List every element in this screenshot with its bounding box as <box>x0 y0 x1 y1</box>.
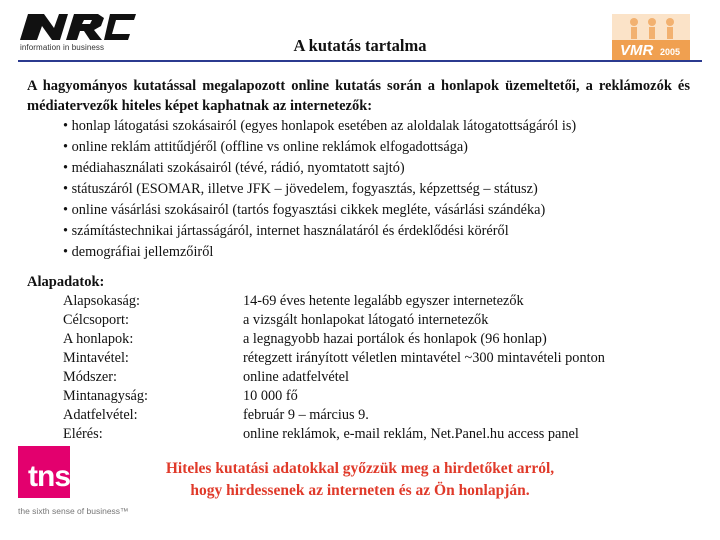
row-key: A honlapok: <box>63 331 134 347</box>
row-value: a vizsgált honlapokat látogató internetezők <box>243 312 489 328</box>
base-data-table <box>63 292 605 444</box>
row-value: 10 000 fő <box>243 388 298 404</box>
bullet-list <box>63 116 576 263</box>
row-key: Adatfelvétel: <box>63 407 138 423</box>
row-key: Módszer: <box>63 369 117 385</box>
row-value: online reklámok, e-mail reklám, Net.Panel.hu access panel <box>243 426 579 442</box>
base-data-heading: Alapadatok: <box>27 274 105 290</box>
list-item: • honlap látogatási szokásairól (egyes honlapok esetében az aloldalak látogatottságáról is) <box>63 116 576 137</box>
list-item: • online reklám attitűdjéről (offline vs online reklámok elfogadottsága) <box>63 137 576 158</box>
row-key: Mintanagyság: <box>63 388 148 404</box>
vmr-text: VMR <box>620 42 654 59</box>
tns-logo-text: tns <box>28 460 70 493</box>
list-item: • számítástechnikai jártasságáról, internet használatáról és érdeklődési köréről <box>63 221 576 242</box>
title-divider <box>18 60 702 62</box>
row-value: online adatfelvétel <box>243 369 349 385</box>
vmr-year: 2005 <box>660 47 681 57</box>
slogan-line-1: Hiteles kutatási adatokkal győzzük meg a hirdetőket arról, <box>165 460 555 477</box>
page-title: A kutatás tartalma <box>293 36 427 55</box>
row-key: Elérés: <box>63 426 103 442</box>
row-value: február 9 – március 9. <box>243 407 369 423</box>
slogan <box>100 458 620 502</box>
list-item: • státuszáról (ESOMAR, illetve JFK – jövedelem, fogyasztás, képzettség – státusz) <box>63 179 576 200</box>
nrc-tagline: information in business <box>20 43 105 52</box>
table-row <box>63 406 605 425</box>
table-row <box>63 368 605 387</box>
table-row <box>63 292 605 311</box>
list-item: • demográfiai jellemzőiről <box>63 242 576 263</box>
table-row <box>63 349 605 368</box>
table-row <box>63 387 605 406</box>
table-row <box>63 425 605 444</box>
tns-tagline: the sixth sense of business™ <box>18 506 129 516</box>
table-row <box>63 311 605 330</box>
intro-paragraph: A hagyományos kutatással megalapozott online kutatás során a honlapok üzemeltetői, a reklámozók és médiatervezők hiteles képet kaphatnak az internetezők: <box>27 78 690 114</box>
row-key: Mintavétel: <box>63 350 129 366</box>
row-value: a legnagyobb hazai portálok és honlapok (96 honlap) <box>243 331 547 347</box>
list-item: • médiahasználati szokásairól (tévé, rádió, nyomtatott sajtó) <box>63 158 576 179</box>
row-key: Alapsokaság: <box>63 293 141 309</box>
row-key: Célcsoport: <box>63 312 129 328</box>
row-value: rétegzett irányított véletlen mintavétel ~300 mintavételi ponton <box>243 350 605 366</box>
slogan-line-2: hogy hirdessenek az interneten és az Ön honlapján. <box>190 482 530 499</box>
table-row <box>63 330 605 349</box>
row-value: 14-69 éves hetente legalább egyszer internetezők <box>243 293 524 309</box>
list-item: • online vásárlási szokásairól (tartós fogyasztási cikkek megléte, vásárlási szándéka) <box>63 200 576 221</box>
